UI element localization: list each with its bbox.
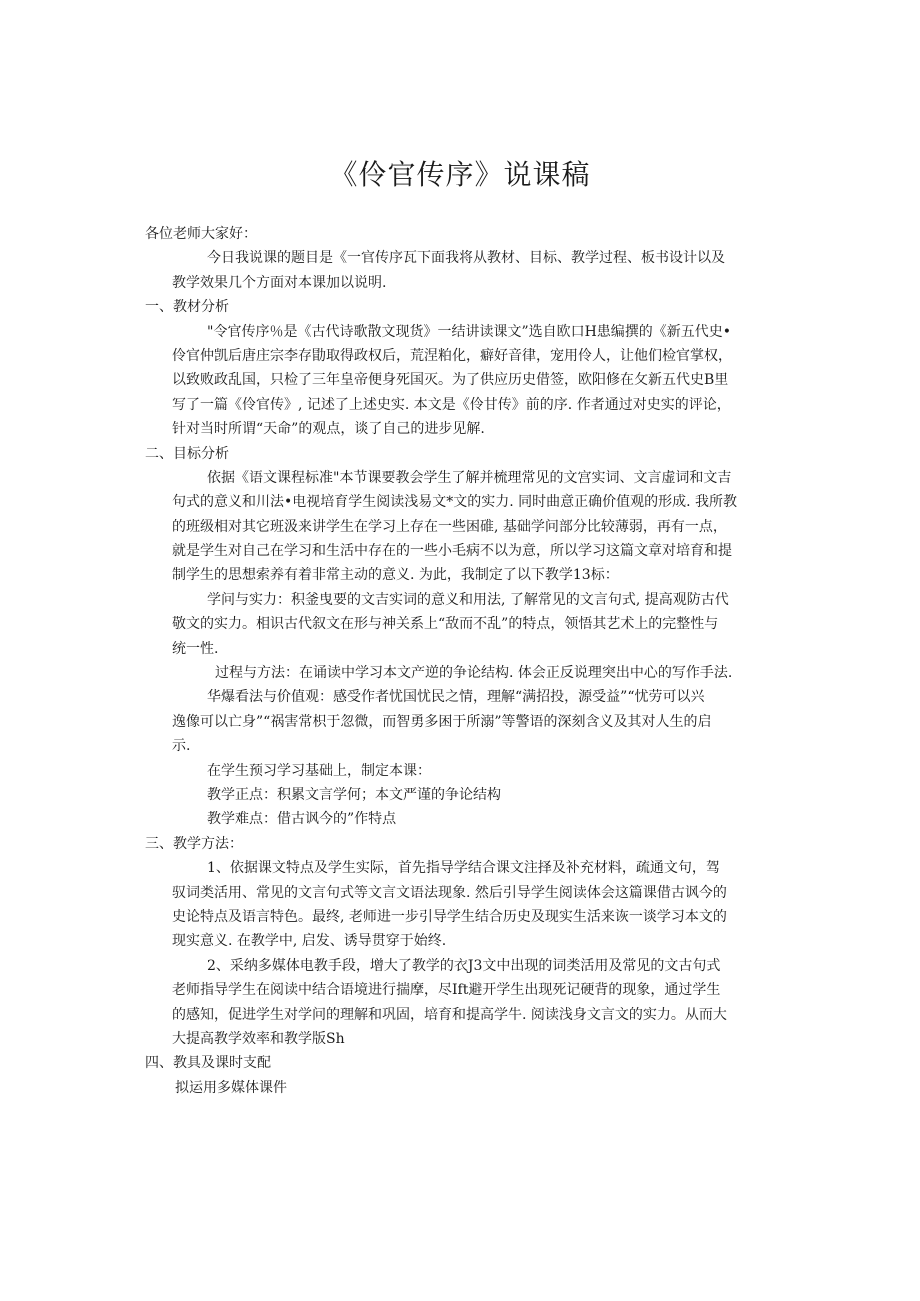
goals-line: 句式的意义和川法•电视培育学生阅读浅易文*文的实力. 同时曲意正确价值观的形成. 我所教	[172, 494, 738, 511]
values-goal-line: 逸像可以亡身”“祸害常枳于忽微，而智勇多困于所溺”等警语的深刻含义及其对人生的启	[172, 713, 712, 730]
key-point-line: 教学正点：积累文言学何；本文严谨的争论结构	[207, 786, 501, 803]
values-goal-line: 华爆看法与价值观：感受作者忧国忧民之情，理解“满招投，源受益”“忧劳可以兴	[207, 689, 705, 706]
document-title: 《伶官传序》说课稿	[329, 158, 591, 191]
section-heading-methods: 三、教学方法：	[145, 835, 243, 852]
method-item-line: 的感知，促进学生对学问的理解和巩固，培育和提高学牛. 阅读浅身文言文的实力。从而大	[172, 1006, 727, 1023]
materials-line: 以致败政乱国，只检了三年皇帝便身死国灭。为了供应历史借签，欧阳修在攵新五代史B里	[172, 372, 729, 389]
values-goal-line: 示.	[172, 738, 191, 755]
method-item-line: 老师指导学生在阅读中结合语境进行揣摩，尽Ift避开学生出现死记硬背的现象，通过学生	[172, 982, 721, 999]
knowledge-goal-line: 统一性.	[172, 640, 219, 657]
section-heading-tools: 四、教具及课时支配	[145, 1055, 271, 1072]
materials-line: 写了一篇《伶官传》, 记述了上述史实. 本文是《伶甘传》前的序. 作者通过对史实的评论，	[172, 396, 731, 413]
goals-line: 就是学生对自己在学习和生活中存在的一些小毛病不以为意，所以学习这篇文章对培育和提	[172, 543, 732, 560]
materials-line: 针对当时所谓“天命”的观点，谈了自己的进步见解.	[172, 421, 485, 438]
method-item-line: 2、采纳多媒体电教手段，增大了教学的衣J3文中出现的词类活用及常见的文古句式	[207, 957, 721, 974]
section-heading-goals: 二、目标分析	[145, 445, 229, 462]
preview-line: 在学生预习学习基础上，制定本课：	[207, 762, 431, 779]
document-body	[0, 222, 920, 1100]
goals-line: 制学生的思想索养有着非常主动的意义. 为此，我制定了以下教学13标：	[172, 567, 619, 584]
materials-line: "令官传序％是《古代诗歌散文现货》一结讲读课文”选自欧口H患编撰的《新五代史•	[207, 323, 732, 340]
knowledge-goal-line: 敬文的实力。相识古代叙文在形与神关系上“敌而不乱”的特点，领悟其艺术上的完整性与	[172, 616, 719, 633]
process-goal-line: 过程与方法：在诵读中学习本文产逆的争论结构. 体会正反说理突出中心的写作手法.	[215, 665, 733, 682]
goals-line: 依据《语文课程标准"本节课要教会学生了解并梳理常见的文宫实词、文言虚词和文吉	[207, 469, 732, 486]
method-item-line: 1、依据课文特点及学生实际，首先指导学结合课文注择及补充材料，疏通文句，驾	[207, 860, 720, 877]
method-item-line: 大提高教学效率和教学版Sh	[172, 1030, 345, 1047]
knowledge-goal-line: 学问与实力：积釜曳要的文吉实词的意义和用法, 了解常见的文言句式, 提高观防古代	[207, 591, 729, 608]
method-item-line: 现实意义. 在教学中, 启发、诱导贯穿于始终.	[172, 933, 447, 950]
difficulty-line: 教学难点：借古讽今的”作特点	[207, 811, 397, 828]
section-heading-materials: 一、教材分析	[145, 299, 229, 316]
intro-line: 今日我说课的题目是《一官传序瓦下面我将从教材、目标、教学过程、板书设计以及	[207, 250, 725, 267]
method-item-line: 史论特点及语言特色。最终, 老师进一步引导学生结合历史及现实生活来诙一谈学习本文的	[172, 908, 727, 925]
materials-line: 伶官仲凯后唐庄宗李存勖取得政权后，荒涅粕化，癖好音律，宠用伶人，让他们检官掌权，	[172, 347, 732, 364]
goals-line: 的班级相对其它班汲来讲学生在学习上存在一些困碓, 基础学问部分比较薄弱，再有一点，	[172, 518, 727, 535]
method-item-line: 驭词类活用、常见的文言句式等文言文语法现象. 然后引导学生阅读体会这篇课借古讽今的	[172, 884, 727, 901]
intro-line: 教学效果几个方面对本课加以说明.	[172, 274, 387, 291]
tools-note: 拟运用多媒体课件	[175, 1079, 287, 1096]
greeting: 各位老师大家好：	[145, 226, 257, 242]
